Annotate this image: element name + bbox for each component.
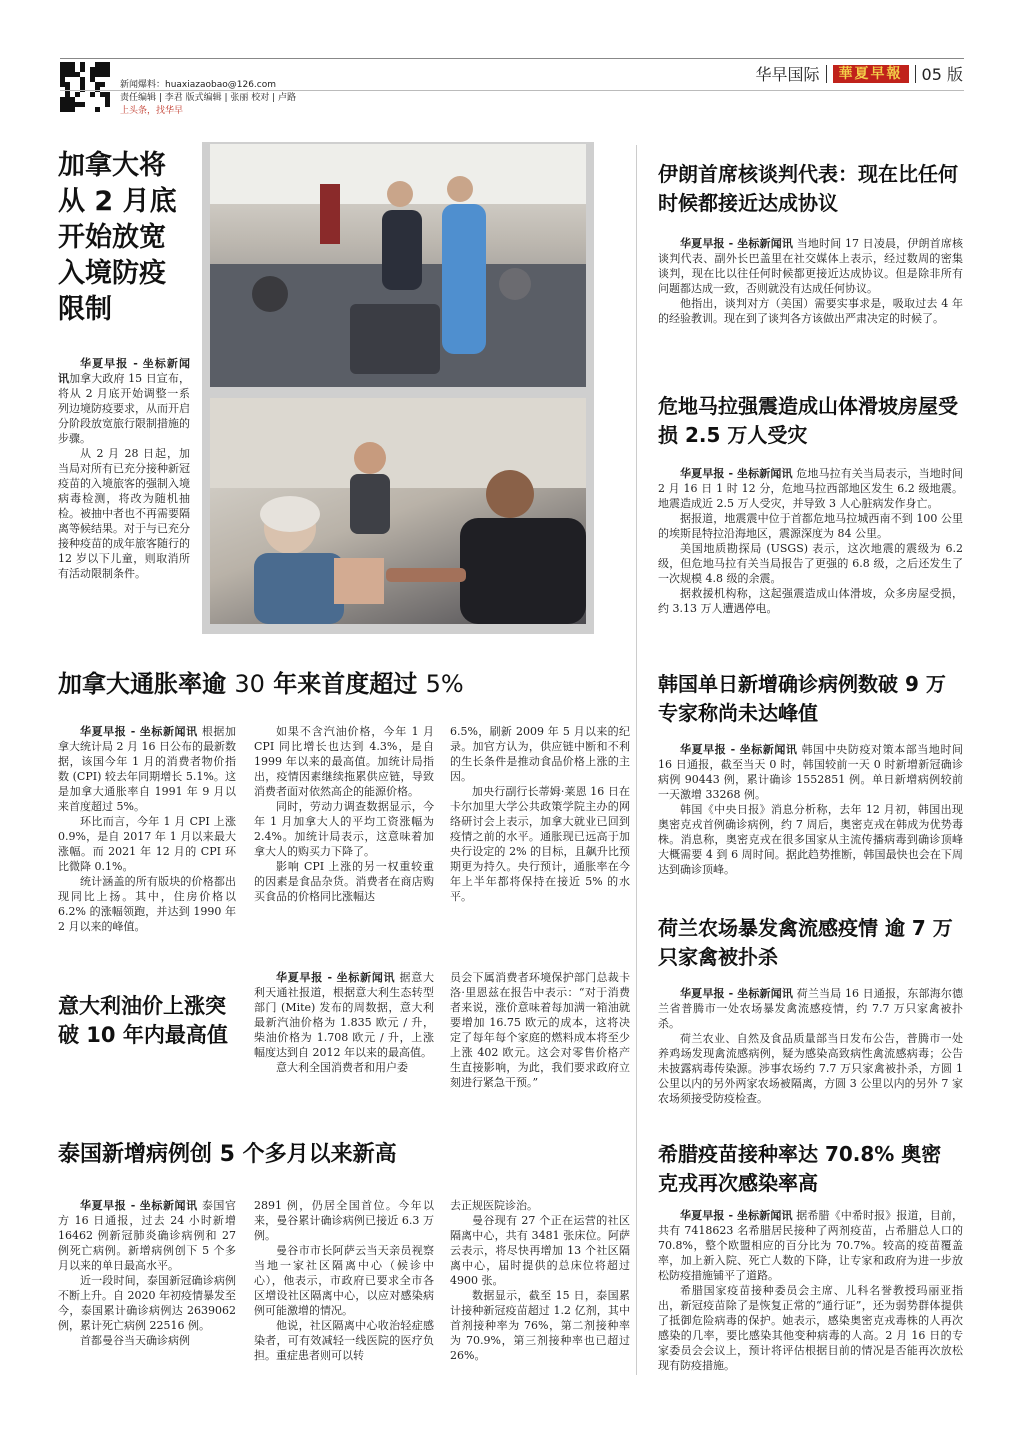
- paragraph: 韩国中央防疫对策本部当地时间 16 日通报，截至当天 0 时，韩国较前一天 0 时新增新冠确诊病例 90443 例，累计确诊 1552851 例。单日新增病例较前一天激增 33268 例。: [658, 743, 964, 801]
- newspaper-logo: 華夏早報: [833, 65, 909, 83]
- paragraph: 从 2 月 28 日起，加当局对所有已充分接种新冠疫苗的入境旅客的强制入境病毒检测，将改为随机抽检。被抽中者也不再需要隔离等候结果。对于与已充分接种疫苗的成年旅客随行的 12 岁以下儿童，则取消所有活动限制条件。: [58, 447, 190, 580]
- article-inflation-col3: [450, 724, 630, 904]
- headline-part: 5%: [425, 670, 464, 698]
- paragraph: 美国地质勘探局 (USGS) 表示，这次地震的震级为 6.2 级，但危地马拉有关当局报告了更强的 6.8 级，之后还发生了一次规模 4.8 级的余震。: [658, 542, 963, 585]
- photo1-illustration: [210, 144, 586, 387]
- article-inflation-col1: [58, 724, 236, 934]
- paragraph: 曼谷现有 27 个正在运营的社区隔离中心，共有 3481 张床位。阿萨云表示，将尽快再增加 13 个社区隔离中心，届时提供的总床位将超过 4900 张。: [450, 1214, 630, 1287]
- paragraph: 同时，劳动力调查数据显示，今年 1 月加拿大人的平均工资涨幅为 2.4%。加统计局表示，这意味着加拿大人的购买力下降了。: [254, 800, 434, 858]
- article-thailand-col2: [254, 1198, 434, 1363]
- paragraph: 据报道，地震震中位于首都危地马拉城西南不到 100 公里的埃斯昆特拉沿海地区，震源深度为 84 公里。: [658, 512, 963, 540]
- article-thailand-col1: [58, 1198, 236, 1348]
- paragraph: 根据加拿大统计局 2 月 16 日公布的最新数据，该国今年 1 月的消费者物价指数 (CPI) 较去年同期增长 5.1%。这是加拿大通胀率自 1991 年 9 月以来首度超过 5%。: [58, 725, 236, 813]
- paragraph: 影响 CPI 上涨的另一权重较重的因素是食品杂货。消费者在商店购买食品的价格同比涨幅达: [254, 860, 434, 903]
- article-korea: [658, 742, 963, 877]
- headline-part: 加拿大通胀率逾: [58, 670, 235, 698]
- headline-guatemala: 危地马拉强震造成山体滑坡房屋受损 2.5 万人受灾: [658, 394, 958, 447]
- paragraph: 曼谷市市长阿萨云当天亲员视察当地一家社区隔离中心（候诊中心），他表示，市政府已要求全市各区增设社区隔离中心，以应对感染病例可能激增的情况。: [254, 1244, 434, 1317]
- paragraph: 首都曼谷当天确诊病例: [80, 1334, 190, 1347]
- article-netherlands: [658, 986, 963, 1106]
- paragraph: 泰国官方 16 日通报，过去 24 小时新增 16462 例新冠肺炎确诊病例和 27 例死亡病例。新增病例创下 5 个多月以来的单日最高水平。: [58, 1199, 236, 1272]
- paragraph: 荷兰当局 16 日通报，东部海尔德兰省普腾市一处农场暴发禽流感疫情，约 7.7 万只家禽被扑杀。: [658, 987, 963, 1030]
- headline-part: 30: [234, 670, 265, 698]
- page-label: 05 版: [921, 65, 963, 84]
- paragraph: 统计涵盖的所有版块的价格都出现同比上扬。其中，住房价格以 6.2% 的涨幅领跑，并达到 1990 年 2 月以来的峰值。: [58, 875, 236, 933]
- article-source: 华夏早报 - 坐标新闻讯: [680, 237, 794, 250]
- headline-thailand: 泰国新增病例创 5 个多月以来新高: [58, 1142, 397, 1167]
- paragraph: 近一段时间，泰国新冠确诊病例不断上升。自 2020 年初疫情暴发至今，泰国累计确诊病例达 2639062 例，累计死亡病例 22516 例。: [58, 1274, 236, 1332]
- article-source: 华夏早报 - 坐标新闻讯: [680, 467, 793, 480]
- paragraph: 危地马拉有关当局表示，当地时间 2 月 16 日 1 时 12 分，危地马拉西部地区发生 6.2 级地震。地震造成近 2.5 万人受灾，并导致 3 人心脏病发作身亡。: [658, 467, 963, 510]
- contact-line: 新闻爆料：huaxiazaobao@126.com: [120, 80, 277, 90]
- article-source: 华夏早报 - 坐标新闻讯: [80, 1199, 198, 1212]
- vaccination-clinic-photo: [210, 144, 586, 387]
- article-source: 华夏早报 - 坐标新闻讯: [680, 987, 794, 1000]
- top-rule: [60, 58, 964, 59]
- paragraph: 2891 例，仍居全国首位。今年以来，曼谷累计确诊病例已接近 6.3 万例。: [254, 1199, 434, 1242]
- article-inflation-col2: [254, 724, 434, 904]
- paragraph: 6.5%，刷新 2009 年 5 月以来的纪录。加官方认为，供应链中断和不利的生长条件是推动食品价格上涨的主因。: [450, 725, 630, 783]
- article-source: 华夏早报 - 坐标新闻讯: [276, 971, 396, 984]
- divider: [915, 65, 916, 83]
- paragraph: 意大利全国消费者和用户委: [276, 1061, 408, 1074]
- article-source: 华夏早报 - 坐标新闻讯: [58, 357, 190, 385]
- paragraph: 据救援机构称，这起强震造成山体滑坡，众多房屋受损，约 3.13 万人遭遇停电。: [658, 587, 963, 615]
- page-header-right: [756, 62, 963, 85]
- headline-iran: 伊朗首席核谈判代表：现在比任何时候都接近达成协议: [658, 162, 958, 215]
- paragraph: 希腊国家疫苗接种委员会主席、儿科名誉教授玛丽亚指出，新冠疫苗除了是恢复正常的“通行证”，还为弱势群体提供了抵御危险病毒的保护。她表示，感染奥密克戎毒株的人再次感染的几率，要比感染其他变种病毒的人高。2 月 16 日的专家委员会会议上，预计将评估根据目前的情况是否能再次放松现有防疫措施。: [658, 1284, 963, 1372]
- section-name: 华早国际: [755, 65, 820, 84]
- qr-code-icon: [60, 62, 110, 112]
- paragraph: 员会下属消费者环境保护部门总裁卡洛·里恩兹在报告中表示：“对于消费者来说，涨价意味着每加满一箱油就要增加 16.75 欧元的成本，这将决定了每年每个家庭的燃料成本将至少上涨 402 欧元。这会对零售价格产生直接影响，为此，我们要求政府立刻进行紧急干预。”: [450, 971, 630, 1089]
- paragraph: 韩国《中央日报》消息分析称，去年 12 月初，韩国出现奥密克戎首例确诊病例，约 7 周后，奥密克戎在韩成为优势毒株。消息称，奥密克戎在很多国家从主流传播病毒到确诊顶峰大概需要 4 到 6 周时间。据此趋势推断，韩国最快也会在下周达到确诊顶峰。: [658, 803, 963, 876]
- article-italy-col1: [254, 970, 434, 1075]
- headline-part: 年来首度超过: [264, 670, 426, 698]
- article-canada-border: [58, 356, 190, 581]
- article-guatemala: [658, 466, 963, 616]
- article-source: 华夏早报 - 坐标新闻讯: [680, 1209, 793, 1222]
- headline-korea: 韩国单日新增确诊病例数破 9 万 专家称尚未达峰值: [658, 672, 946, 725]
- article-source: 华夏早报 - 坐标新闻讯: [680, 743, 798, 756]
- paragraph: 据意大利天通社报道，根据意大利生态转型部门 (Mite) 发布的周数据，意大利最新汽油价格为 1.835 欧元 / 升，柴油价格为 1.708 欧元 / 升，上涨幅度达到自 2012 年以来的最高值。: [254, 971, 434, 1059]
- masthead-info: [120, 79, 296, 118]
- paragraph: 去正规医院诊治。: [450, 1199, 538, 1212]
- paragraph: 如果不含汽油价格，今年 1 月 CPI 同比增长也达到 4.3%，是自 1999 年以来的最高值。加统计局指出，疫情因素继续拖累供应链，导致消费者面对依然高企的能源价格。: [254, 725, 434, 798]
- headline-greece: 希腊疫苗接种率达 70.8% 奥密克戎再次感染率高: [658, 1142, 942, 1195]
- paragraph: 数据显示，截至 15 日，泰国累计接种新冠疫苗超过 1.2 亿剂，其中首剂接种率为 76%，第二剂接种率为 70.9%，第三剂接种率也已超过 26%。: [450, 1289, 630, 1362]
- article-thailand-col3: [450, 1198, 630, 1363]
- paragraph: 加拿大政府 15 日宣布，将从 2 月底开始调整一系列边境防疫要求，从而开启分阶段放宽旅行限制措施的步骤。: [58, 372, 190, 445]
- vaccine-injection-photo: [210, 398, 586, 624]
- paragraph: 荷兰农业、自然及食品质量部当日发布公告，普腾市一处养鸡场发现禽流感病例，疑为感染高致病性禽流感病毒；公告未披露病毒传染源。涉事农场约 7.7 万只家禽被扑杀，方圆 1 公里以内的另外两家农场被隔离，方圆 3 公里以内的另外 7 家农场须接受防疫检查。: [658, 1032, 963, 1105]
- article-iran: [658, 236, 963, 326]
- paragraph: 据希腊《中希时报》报道，目前，共有 7418623 名希腊居民接种了两剂疫苗，占希腊总人口的 70.8%，整个欧盟相应的百分比为 70.7%。较高的疫苗覆盖率，加上新入院、死亡人数的下降，让专家和政府为进一步放松防疫措施铺平了道路。: [658, 1209, 963, 1282]
- article-italy-col2: [450, 970, 630, 1090]
- divider: [826, 65, 827, 83]
- tagline: 上头条，找华早: [120, 106, 184, 116]
- photo2-illustration: [210, 398, 586, 624]
- column-divider: [636, 145, 637, 1375]
- headline-italy: 意大利油价上涨突破 10 年内最高值: [58, 994, 228, 1047]
- paragraph: 他指出，谈判对方（美国）需要实事求是，吸取过去 4 年的经验教训。现在到了谈判各方该做出严肃决定的时候了。: [658, 297, 963, 325]
- headline-canada-border: 加拿大将从 2 月底开始放宽入境防疫限制: [58, 150, 177, 325]
- article-greece: [658, 1208, 963, 1373]
- header-rule: [60, 90, 964, 91]
- editors-line: 责任编辑 | 李君 版式编辑 | 张丽 校对 | 卢路: [120, 93, 296, 103]
- paragraph: 环比而言，今年 1 月 CPI 上涨 0.9%，是自 2017 年 1 月以来最大涨幅。而 2021 年 12 月的 CPI 环比微降 0.1%。: [58, 815, 236, 873]
- paragraph: 当地时间 17 日凌晨，伊朗首席核谈判代表、副外长巴盖里在社交媒体上表示，经过数周的密集谈判，现在比以往任何时候都更接近达成协议。但是除非所有问题都达成一致，否则就没有达成任何协议。: [658, 237, 963, 295]
- paragraph: 加央行副行长蒂姆·莱恩 16 日在卡尔加里大学公共政策学院主办的网络研讨会上表示，加拿大就业已回到疫情之前的水平。通胀现已远高于加央行设定的 2% 的目标，且飙升比预期更为持久。央行预计，通胀率在今年上半年都将保持在接近 5% 的水平。: [450, 785, 630, 903]
- article-source: 华夏早报 - 坐标新闻讯: [80, 725, 198, 738]
- headline-netherlands: 荷兰农场暴发禽流感疫情 逾 7 万只家禽被扑杀: [658, 916, 953, 969]
- headline-inflation: [58, 668, 618, 700]
- photo-panel: [202, 142, 594, 634]
- paragraph: 他说，社区隔离中心收治轻症感染者，可有效减轻一线医院的医疗负担。重症患者则可以转: [254, 1319, 434, 1362]
